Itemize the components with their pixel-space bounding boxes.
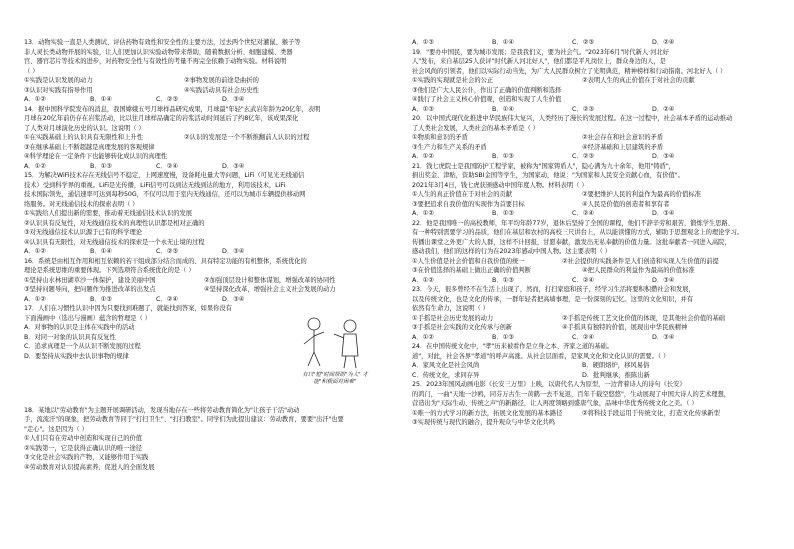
option: ②表明人生的真正价值在于对社会的贡献 — [582, 77, 695, 84]
text-line: （ ） — [24, 67, 39, 75]
option: C．传统文化，求同存异 — [412, 371, 480, 379]
choice: D．③④ — [222, 96, 245, 103]
text-line: "走心"。这是因为（ ） — [24, 425, 88, 433]
option-row — [412, 314, 774, 324]
option: ①唯一的方式学习的新方法，拓展文化发展的基本路径 — [412, 409, 563, 417]
option: ④经济基础和上层建筑的矛盾 — [582, 143, 664, 151]
option: ④劳动教育对认识提高素养，促进人的全面发展 — [24, 463, 155, 471]
answer-choices — [412, 276, 774, 286]
option: ①手摇是社会历史发展的动力 — [412, 314, 494, 322]
option: ①坚持山水林田湖草沙一体保护，建设美丽中国 — [24, 276, 156, 284]
text-line: 25．2023年国风动画电影《长安三万里》上映，以唐代名人为原型，一边背着诗人的诗句《长安》 — [412, 381, 686, 388]
choice: C．②③ — [156, 248, 178, 255]
option: ③在价值选择的基础上做出正确的价值判断 — [412, 267, 531, 274]
option: ①物质和意识的矛盾 — [412, 134, 469, 141]
answer-choices — [412, 333, 774, 343]
choice: C．②④ — [572, 333, 594, 341]
choice: D．②④ — [652, 39, 675, 46]
option: ④把人民群众的利益作为最高的价值标准 — [582, 267, 695, 274]
choice: D．③④ — [652, 276, 675, 284]
text-line: 了人类对月球演化历史的认识。这说明（ ） — [24, 124, 145, 132]
option-row — [412, 361, 774, 371]
text-line: 13．动物实验一直是人类测试、评估药物有效性和安全性的主要方法，过去两个世纪对灌鼠、猴子等 — [24, 39, 301, 46]
option-row — [412, 133, 774, 143]
choice: C．②③ — [156, 96, 178, 103]
text-line: 手，流流汗"的现象，把劳动教育等同于"打扫卫生"、"打扫教室"。同学们为此提出建议：劳动教育，要要"出汗"也要 — [24, 416, 344, 423]
option-row — [412, 200, 774, 210]
text-line: 15．为解决WiFi技术存在无线信号不稳定，上网速度慢，设备耗电量大等问题，LiFi（可见光无线通信 — [24, 172, 305, 179]
option: ①实践的实现就是社会的公正 — [412, 77, 494, 84]
text-line: 20．以中国式现代化推进中华民族伟大复兴，人类经历了漫长的发展过程。在这一过程中，社会基本矛盾的运动推动 — [412, 115, 733, 122]
option-row — [24, 285, 386, 295]
option: ②手摇是传统工艺文化价值的体现，是其他社会价值的基础 — [562, 314, 726, 322]
option: ③生产力和生产关系的矛盾 — [412, 143, 487, 151]
text-line: 23．今天，很多曾经不在生活上出现了，然而，打扫家庭和孩子，经学习生活将要积积攒社会和发展， — [412, 286, 695, 293]
choice: C．②④ — [156, 295, 178, 303]
text-line: 16．系统是由相互作用和相互依赖的若干组成部分结合而成的、具有特定功能的有机整体，系统优化的 — [24, 257, 307, 265]
option: ④认识具有无限性，对无线通信技术的探索是一个永无止境的过程 — [24, 238, 205, 246]
choice: B．①③ — [492, 333, 514, 341]
choice: D．③④ — [222, 162, 245, 170]
option: ③认识对实践有指导作用 — [24, 86, 93, 94]
text-line: 24．在中国传统文化中，"孝"历来被看作是立身之本、齐家之道的基础。 — [412, 343, 614, 350]
option: ③在继承基础上不断超越是真理发展的客观规律 — [24, 143, 155, 151]
option: ①人生的真正价值在于对社会的贡献 — [412, 191, 513, 198]
choice: C．②③ — [572, 153, 594, 160]
option: ④践行了社会主义核心价值观，创造和实现了人生价值 — [412, 96, 562, 103]
choice: B．①③ — [492, 276, 514, 284]
option: A．家风文化是社会风尚 — [412, 362, 480, 369]
choice: A．①② — [412, 276, 434, 284]
text-line: 人"发布，来自基层25人获评"时代新人河北好人"，他们都是平凡岗位上，群众身边的人，是 — [412, 58, 666, 65]
right-column — [412, 38, 774, 543]
cartoon-figure — [292, 314, 374, 406]
option: ③他们是广大人民公仆，作出了正确的价值判断和选择 — [412, 86, 562, 94]
text-line: 21．钱七虎院士是我国防护工程学家，被称为"国家铸盾人"，隐心满为九十余年，他用"铸盾"， — [412, 162, 675, 170]
choice: A．①③ — [412, 105, 434, 113]
option-row — [412, 190, 774, 200]
text-line: 18．某地以"劳动教育"为主题开展调研活动，发现当地存在一些将劳动教育简化为"让孩子干活"动动 — [24, 406, 300, 414]
option: ①实践给人们提出新的需要，推动着无线通信技术认识的发展 — [24, 210, 193, 217]
option: ④人民是价值的创造者和享有者 — [582, 200, 670, 208]
option: D．批判继承，推陈出新 — [582, 371, 650, 379]
text-line: 的鸿门，一曲"天地一沙鸥，同芬万古生一黄鹤一去不复返，百年千载空悠悠"，生动展现了中国大诗人的艺术理想， — [412, 390, 731, 398]
option-row — [412, 76, 774, 86]
option-row — [24, 133, 386, 143]
option: ③实现传统与现代的融合，提升观众与中华文化共鸣 — [412, 419, 556, 426]
option: ②要把维护人民的利益作为最高的价值标准 — [582, 191, 701, 198]
text-line: 2021年3月4日，钱七虎获颁感动中国年度人物。材料表明（ ） — [412, 181, 588, 189]
text-line: 17．人们在习惯性认识中因为只要找到难题了，就能找到答案，如果你没有 — [24, 305, 232, 312]
choice: C．②④ — [156, 162, 178, 170]
choice: D．③④ — [652, 210, 675, 217]
choice: A．①② — [24, 248, 46, 255]
option: ③要把追求自我价值的实现作为首要目标 — [412, 200, 525, 208]
cartoon-illustration-icon — [292, 314, 374, 374]
option: A．对事物的认识是主体在实践中的活动 — [24, 324, 135, 331]
option: ④手摇具有独特的价值，展现出中华民族精神 — [562, 324, 688, 331]
text-line: 捐出奖金、津贴，资助SBI金国等学生，为国家动，他说："为国家和人民安全贡献心血，有价值"。 — [412, 172, 684, 179]
choice: B．①③ — [492, 210, 514, 217]
option: ③对无线通信技术认识源于已有的科学理论 — [24, 229, 143, 236]
option-row — [24, 76, 386, 86]
text-line: 络服务。对无线通信技术的探索表明（ ） — [24, 200, 139, 208]
option: ④科学理论在一定条件下也能够转化成认识的真理性 — [24, 153, 168, 160]
choice: B．①④ — [492, 105, 514, 113]
text-line: 非人灵长类动物开展的实验，让人们更加认识实验动物带来帮助，随着数据分析、细胞建模、类器 — [24, 48, 293, 56]
choice: A．①③ — [412, 39, 434, 46]
text-line: 感动我们，他们的这样的行为在2023年感动中国人物。这主要表明（ ） — [412, 248, 611, 255]
option: ①人生价值是社会价值和自我价值的统一 — [412, 257, 525, 265]
text-line: 14．据中国科学院发布的消息，我国嫦娥五号月球样品研究成果，月球最"年轻"玄武岩年龄为20亿年，表明 — [24, 105, 321, 113]
choice: C．②③ — [572, 39, 594, 46]
left-column — [24, 38, 386, 543]
answer-choices — [412, 38, 774, 48]
answer-choices — [24, 295, 386, 305]
text-line: 有一种特别需要学习的品质，他们在基层和农村的高校三尺讲台上，从以能读懂的方式，辅助于思想观念上的理论学习。 — [412, 229, 744, 236]
option: ①在实践基础上的认识具有无限性和上升性 — [24, 134, 143, 141]
choice: B．①④ — [90, 248, 112, 255]
text-line: 依然有生命力，这说明（ ） — [412, 305, 489, 312]
choice: B．①③ — [492, 153, 514, 160]
choice: C．②④ — [572, 210, 594, 217]
choice: D．②④ — [652, 105, 675, 113]
answer-choices — [24, 95, 386, 105]
text-line: 下面漫画中（选出与漫画）蕴含的哲理是（ ） — [24, 314, 151, 322]
option: ④坚持深化改革，增强社会主义社会发展的动力 — [204, 286, 336, 293]
text-line: 了人类社会发展，人类社会的基本矛盾是（ ） — [412, 124, 539, 132]
choice: A．①② — [412, 153, 434, 160]
choice: B．①③ — [90, 162, 112, 170]
option: C．追求真理是一个从认识不断发展的过程 — [24, 343, 141, 350]
option: ③文化是社会实践的产物，又能够作用于实践 — [24, 454, 149, 461]
option: ②将科技手段运用于传统文化，打造文化传承新型 — [582, 409, 720, 417]
answer-choices — [24, 247, 386, 257]
option: ②认识具有反复性，对无线通信技术的真理性认识都是相对正确的 — [24, 219, 205, 227]
option: ①实践是认识发展的动力 — [24, 77, 93, 84]
text-line: 传播出课堂之外更广大的人群，这样不计回报，甘愿奉献，激发出无私奉献的价值力量。这批奉献者一同进入高院， — [412, 238, 731, 246]
option-row — [412, 257, 774, 267]
option: ②社会提供的实践条件是人们创造和实现人生价值的前提 — [562, 257, 719, 265]
choice: A．①② — [24, 96, 46, 103]
choice: B．①④ — [90, 96, 112, 103]
text-line: 官、器官芯片等技术的进步，对药物安全性与有效性的考量不再完全依赖于动物实验。材料说明 — [24, 58, 287, 65]
choice: B．①③ — [90, 295, 112, 303]
option-row — [412, 323, 774, 333]
choice: C．②③ — [572, 105, 594, 113]
choice: D．③④ — [652, 333, 675, 341]
choice: D．③④ — [222, 248, 245, 255]
text-line: 技术）受到科学界的重视。LiFi是光传播，LiFi信号可以到达无线到达的地方，利用该技术，LiFi — [24, 181, 286, 189]
choice: D．③④ — [652, 153, 675, 160]
option: ①人们只有在劳动中创造和实现自己的价值 — [24, 435, 143, 442]
text-line: 技术国际领先，通信速率可达到每秒50G，不仅可以用于室内无线通信，还可以为城市车辆提供移动网 — [24, 191, 306, 198]
option: ②认识的发展是一个不断推翻前人认识的过程 — [184, 134, 310, 141]
option-row — [412, 409, 774, 419]
option-row — [412, 143, 774, 153]
choice: A．①② — [24, 162, 46, 170]
option: ②事物发展的前途是曲折的 — [184, 77, 259, 84]
text-line: 以及传统文化，也是文化的传承，一群年轻者把高墙事理，是一份深刻的记忆。这里的文化知识，并有 — [412, 295, 694, 303]
option-row — [412, 266, 774, 276]
text-line: 理论是系统思维的重要体现。下列选项符合系统优化的是（ ） — [24, 267, 195, 274]
choice: A．①② — [412, 333, 434, 341]
answer-choices — [412, 152, 774, 162]
answer-choices — [24, 162, 386, 172]
text-line: 道"，对此，社会各界"孝道"的呼声高涨。从社会层面看，是家风文化和文化认识的需要。（ ） — [412, 352, 670, 360]
cartoon-caption: 有以"短"时间帮助"为人" 才能"积极面对困难" — [302, 371, 368, 385]
option: ③坚持问题导向，把问题作为推进改革的出发点 — [24, 286, 156, 293]
choice: C．②④ — [572, 276, 594, 284]
option: ④实践活动具有社会历史性 — [184, 86, 259, 94]
option: B．对同一对象的认识具有反复性 — [24, 333, 116, 341]
text-line: 社会风尚的引领者，他们以实际行动当先，为广大人民群众树立了光明典范，精神榜样和行动指南。河北好人（ ） — [412, 67, 727, 75]
text-line: 19．"要办中国民，要为城市发展；是我我们义，要为社会气。"2023年6月"时代新人·河北好 — [412, 48, 669, 56]
option: D．要坚持从实践中去认识事物的规律 — [24, 352, 129, 360]
choice: B．①④ — [492, 39, 514, 46]
option: B．硬朗熔炉，移风易俗 — [582, 362, 650, 369]
text-line: 月球在20亿年前仍存在岩浆活动，比以往月球样品确定的岩浆活动时间延后了约8亿年，该成果深化 — [24, 115, 299, 122]
answer-choices — [412, 209, 774, 219]
option: ②加强顶层设计和整体谋划，增强改革的协同性 — [204, 276, 336, 284]
choice: A．①② — [412, 210, 434, 217]
option-row — [24, 86, 386, 96]
answer-choices — [412, 105, 774, 115]
text-line: 22．他是我国唯一的高校教师，年平均年龄77岁，退休后坚持了全国的课程，他们不辞辛劳和艰苦，锻炼学生思路、 — [412, 219, 734, 227]
option: ②社会存在和社会意识的矛盾 — [582, 134, 664, 141]
option: ③手摇是社会实践的文化传承与创新 — [412, 324, 513, 331]
option: ②实践第一，它是获得正确认识的唯一途径 — [24, 444, 143, 452]
choice: A．①② — [24, 295, 46, 303]
text-line: 营造出为"天际生动、传统之声"的新路径，让人再度领略到盛唐气象，品味中华优秀传统文化之美。（ ） — [412, 400, 698, 407]
option-row — [412, 371, 774, 381]
option-row — [24, 276, 386, 286]
choice: D．③④ — [222, 295, 245, 303]
